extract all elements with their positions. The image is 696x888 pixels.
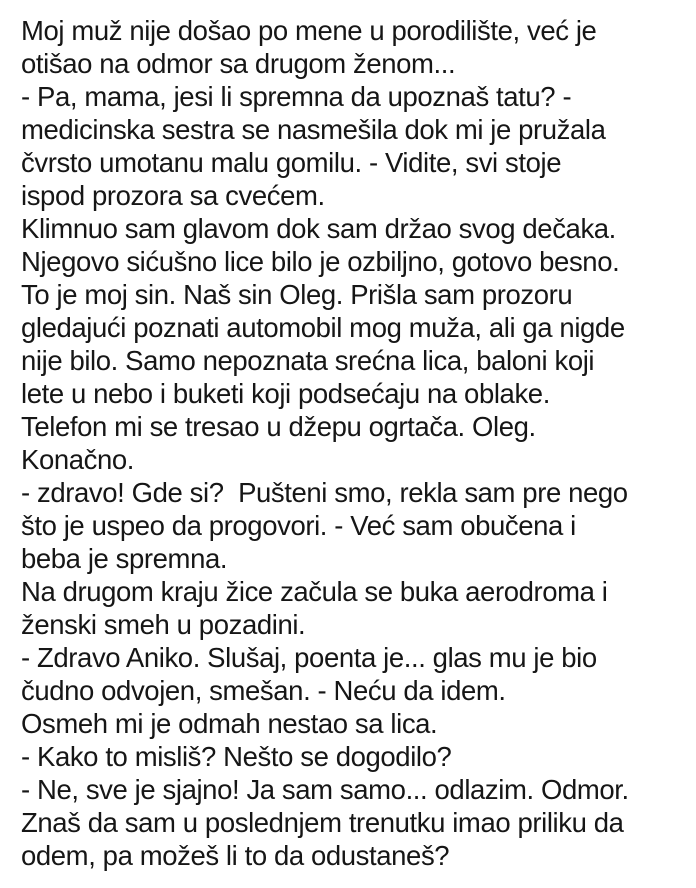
story-line: Njegovo sićušno lice bilo je ozbiljno, gotovo besno. <box>21 246 620 277</box>
story-text <box>21 14 686 872</box>
story-line: medicinska sestra se nasmešila dok mi je pružala <box>21 114 606 145</box>
story-line: gledajući poznati automobil mog muža, ali ga nigde <box>21 312 625 343</box>
story-line: čudno odvojen, smešan. - Neću da idem. <box>21 675 506 706</box>
story-line: čvrsto umotanu malu gomilu. - Vidite, svi stoje <box>21 147 562 178</box>
story-line: Znaš da sam u poslednjem trenutku imao priliku da <box>21 807 624 838</box>
story-line: ženski smeh u pozadini. <box>21 609 306 640</box>
story-line: otišao na odmor sa drugom ženom... <box>21 48 456 79</box>
story-line: nije bilo. Samo nepoznata srećna lica, baloni koji <box>21 345 595 376</box>
story-line: - Ne, sve je sjajno! Ja sam samo... odlazim. Odmor. <box>21 774 629 805</box>
story-line: - Zdravo Aniko. Slušaj, poenta je... glas mu je bio <box>21 642 597 673</box>
story-line: lete u nebo i buketi koji podsećaju na oblake. <box>21 378 550 409</box>
story-line: Na drugom kraju žice začula se buka aerodroma i <box>21 576 608 607</box>
story-line: ispod prozora sa cvećem. <box>21 180 325 211</box>
story-line: odem, pa možeš li to da odustaneš? <box>21 840 450 871</box>
story-line: To je moj sin. Naš sin Oleg. Prišla sam prozoru <box>21 279 573 310</box>
story-line: Konačno. <box>21 444 135 475</box>
story-line: što je uspeo da progovori. - Već sam obučena i <box>21 510 576 541</box>
story-line: - zdravo! Gde si? Pušteni smo, rekla sam pre nego <box>21 477 628 508</box>
story-line: - Kako to misliš? Nešto se dogodilo? <box>21 741 452 772</box>
story-line: - Pa, mama, jesi li spremna da upoznaš tatu? - <box>21 81 572 112</box>
story-line: Moj muž nije došao po mene u porodilište, već je <box>21 15 597 46</box>
story-line: beba je spremna. <box>21 543 228 574</box>
story-line: Klimnuo sam glavom dok sam držao svog dečaka. <box>21 213 616 244</box>
story-line: Telefon mi se tresao u džepu ogrtača. Oleg. <box>21 411 536 442</box>
story-line: Osmeh mi je odmah nestao sa lica. <box>21 708 438 739</box>
